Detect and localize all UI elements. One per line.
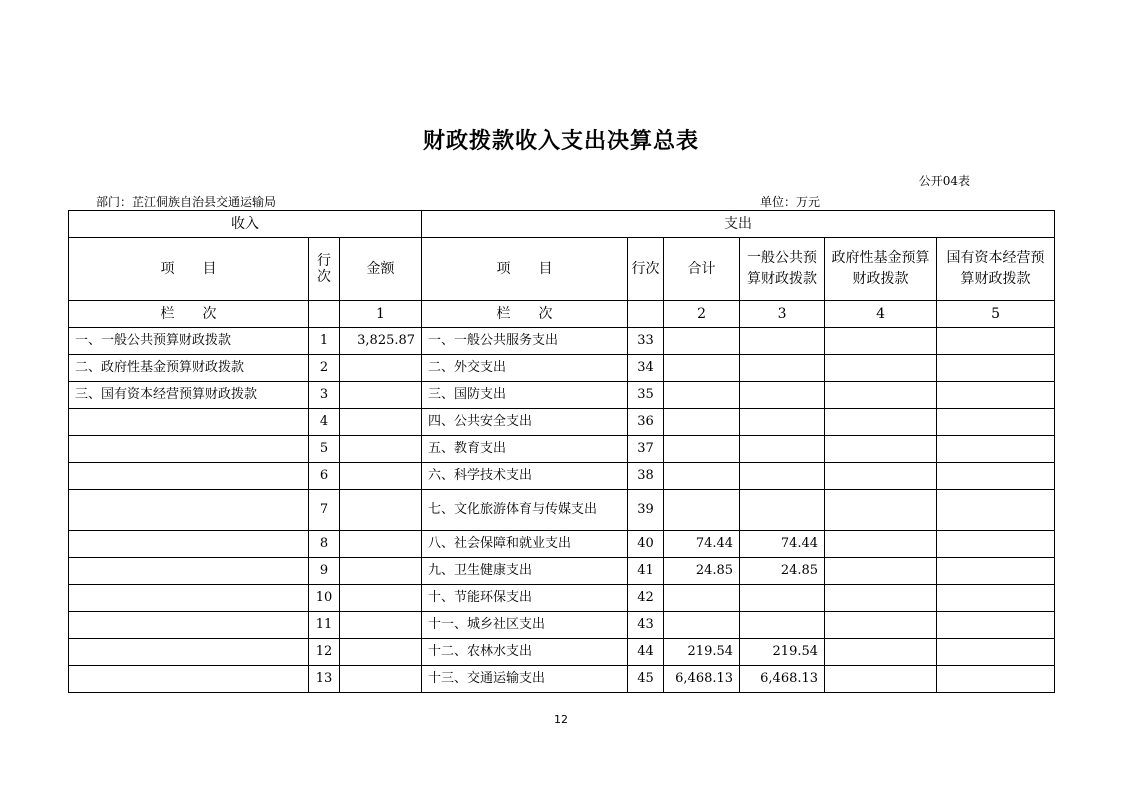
income-row-no-cell: 10 [309,585,340,612]
expense-row-no-cell: 37 [628,436,664,463]
expense-item-cell: 二、外交支出 [422,355,628,382]
state-capital-cell [937,558,1055,585]
gov-fund-cell [825,666,937,693]
amount-col-number: 1 [340,301,422,328]
expense-row-no-cell: 44 [628,639,664,666]
income-row-no-cell: 1 [309,328,340,355]
general-budget-cell [740,612,825,639]
expense-lanci-empty [628,301,664,328]
gov-fund-cell [825,490,937,531]
total-cell: 6,468.13 [664,666,740,693]
expense-item-cell: 十、节能环保支出 [422,585,628,612]
total-cell [664,436,740,463]
income-item-cell [69,558,309,585]
budget-table [68,210,1055,693]
income-amount-cell [340,382,422,409]
expense-section-header: 支出 [422,211,1055,238]
amount-header: 金额 [340,238,422,301]
gov-fund-cell [825,436,937,463]
gov-fund-cell [825,328,937,355]
table-row [69,409,1055,436]
income-item-cell [69,490,309,531]
expense-lanci-label: 栏 次 [422,301,628,328]
income-row-no-cell: 8 [309,531,340,558]
gov-fund-cell [825,382,937,409]
expense-row-no-cell: 36 [628,409,664,436]
income-row-no-cell: 12 [309,639,340,666]
income-row-no-cell: 3 [309,382,340,409]
income-section-header: 收入 [69,211,422,238]
department-label: 部门：芷江侗族自治县交通运输局 [96,195,277,209]
expense-item-cell: 七、文化旅游体育与传媒支出 [422,490,628,531]
expense-row-no-cell: 43 [628,612,664,639]
total-cell [664,355,740,382]
income-row-no-cell: 2 [309,355,340,382]
table-row [69,382,1055,409]
state-capital-col-number: 5 [937,301,1055,328]
gov-fund-cell [825,585,937,612]
income-item-cell [69,463,309,490]
total-cell [664,382,740,409]
income-row-no-cell: 13 [309,666,340,693]
form-number: 公开04表 [918,174,970,188]
table-row [69,463,1055,490]
expense-item-cell: 十三、交通运输支出 [422,666,628,693]
income-row-no-cell: 4 [309,409,340,436]
general-budget-cell: 24.85 [740,558,825,585]
income-lanci-empty [309,301,340,328]
income-amount-cell [340,558,422,585]
general-budget-cell [740,490,825,531]
page-number: 12 [554,713,568,726]
expense-item-cell: 十二、农林水支出 [422,639,628,666]
income-item-cell [69,639,309,666]
income-row-no-cell: 9 [309,558,340,585]
state-capital-cell [937,463,1055,490]
income-item-cell: 三、国有资本经营预算财政拨款 [69,382,309,409]
income-item-cell: 一、一般公共预算财政拨款 [69,328,309,355]
expense-item-cell: 十一、城乡社区支出 [422,612,628,639]
expense-row-no-cell: 34 [628,355,664,382]
general-col-number: 3 [740,301,825,328]
general-budget-cell [740,463,825,490]
gov-fund-cell [825,531,937,558]
income-item-header: 项 目 [69,238,309,301]
table-row [69,328,1055,355]
gov-fund-cell [825,463,937,490]
state-capital-cell [937,409,1055,436]
state-capital-cell [937,328,1055,355]
table-row [69,558,1055,585]
income-item-cell [69,409,309,436]
expense-item-cell: 五、教育支出 [422,436,628,463]
page-title: 财政拨款收入支出决算总表 [422,129,699,154]
table-row [69,490,1055,531]
income-amount-cell [340,612,422,639]
expense-row-no-header: 行次 [628,238,664,301]
expense-item-cell: 三、国防支出 [422,382,628,409]
income-item-cell [69,585,309,612]
total-col-number: 2 [664,301,740,328]
table-row [69,355,1055,382]
expense-item-cell: 六、科学技术支出 [422,463,628,490]
expense-row-no-cell: 35 [628,382,664,409]
income-amount-cell [340,409,422,436]
total-cell: 24.85 [664,558,740,585]
expense-row-no-cell: 40 [628,531,664,558]
state-capital-cell [937,490,1055,531]
expense-row-no-cell: 41 [628,558,664,585]
income-amount-cell [340,639,422,666]
income-amount-cell [340,666,422,693]
income-item-cell [69,436,309,463]
income-row-no-cell: 7 [309,490,340,531]
income-amount-cell [340,463,422,490]
table-row [69,585,1055,612]
income-amount-cell: 3,825.87 [340,328,422,355]
column-header-row [69,238,1055,301]
income-amount-cell [340,436,422,463]
general-budget-cell [740,436,825,463]
expense-item-cell: 八、社会保障和就业支出 [422,531,628,558]
general-budget-cell [740,382,825,409]
income-item-cell [69,666,309,693]
general-budget-cell: 6,468.13 [740,666,825,693]
income-lanci-label: 栏 次 [69,301,309,328]
state-capital-cell [937,531,1055,558]
state-capital-header: 国有资本经营预算财政拨款 [937,238,1055,301]
section-header-row [69,211,1055,238]
income-amount-cell [340,490,422,531]
income-amount-cell [340,531,422,558]
gov-fund-cell [825,355,937,382]
total-cell [664,328,740,355]
total-cell [664,585,740,612]
income-row-no-cell: 11 [309,612,340,639]
total-cell [664,463,740,490]
income-row-no-cell: 6 [309,463,340,490]
table-row [69,612,1055,639]
income-row-no-cell: 5 [309,436,340,463]
general-budget-cell: 219.54 [740,639,825,666]
general-budget-cell [740,409,825,436]
general-budget-cell [740,585,825,612]
table-row [69,666,1055,693]
unit-label: 单位：万元 [760,195,821,209]
total-header: 合计 [664,238,740,301]
gov-fund-cell [825,612,937,639]
expense-row-no-cell: 38 [628,463,664,490]
expense-row-no-cell: 39 [628,490,664,531]
income-item-cell: 二、政府性基金预算财政拨款 [69,355,309,382]
state-capital-cell [937,639,1055,666]
expense-row-no-cell: 33 [628,328,664,355]
state-capital-cell [937,436,1055,463]
general-budget-cell [740,355,825,382]
expense-row-no-cell: 45 [628,666,664,693]
gov-fund-col-number: 4 [825,301,937,328]
gov-fund-header: 政府性基金预算财政拨款 [825,238,937,301]
total-cell [664,612,740,639]
state-capital-cell [937,585,1055,612]
table-row [69,531,1055,558]
income-item-cell [69,531,309,558]
total-cell [664,490,740,531]
gov-fund-cell [825,639,937,666]
general-budget-cell: 74.44 [740,531,825,558]
income-amount-cell [340,585,422,612]
gov-fund-cell [825,409,937,436]
income-item-cell [69,612,309,639]
gov-fund-cell [825,558,937,585]
table-row [69,639,1055,666]
general-budget-cell [740,328,825,355]
state-capital-cell [937,612,1055,639]
expense-item-header: 项 目 [422,238,628,301]
expense-item-cell: 一、一般公共服务支出 [422,328,628,355]
total-cell [664,409,740,436]
general-budget-header: 一般公共预算财政拨款 [740,238,825,301]
total-cell: 219.54 [664,639,740,666]
state-capital-cell [937,382,1055,409]
expense-row-no-cell: 42 [628,585,664,612]
total-cell: 74.44 [664,531,740,558]
expense-item-cell: 九、卫生健康支出 [422,558,628,585]
column-number-row [69,301,1055,328]
income-amount-cell [340,355,422,382]
expense-item-cell: 四、公共安全支出 [422,409,628,436]
state-capital-cell [937,355,1055,382]
state-capital-cell [937,666,1055,693]
table-row [69,436,1055,463]
income-row-no-header: 行次 [309,238,340,301]
